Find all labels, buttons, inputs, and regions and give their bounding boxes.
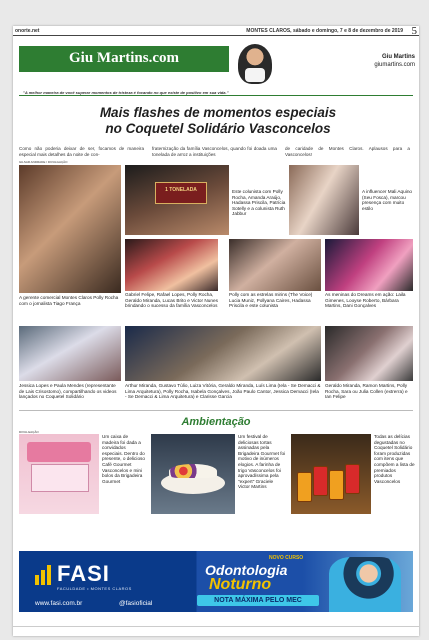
photo-gift-box xyxy=(19,434,99,514)
ambientacao-caption-1: Um caixa de madeira foi dada a convidados especiais. Dentro do presente, o delicioso Café Gourmet Vasconcelos e mini bolos da Brigadeira Gourmet xyxy=(102,434,145,484)
ad-faculty: FACULDADE • MONTES CLAROS xyxy=(57,586,132,591)
gift-box-body xyxy=(31,464,89,492)
ad-new-course: NOVO CURSO xyxy=(269,555,304,561)
newspaper-page xyxy=(13,26,419,636)
column-banner xyxy=(19,46,229,72)
ad-mec-text: NOTA MÁXIMA PELO MEC xyxy=(214,597,302,604)
photo-products xyxy=(291,434,371,514)
donation-sign xyxy=(155,182,207,204)
page-header xyxy=(13,26,419,36)
columnist-credit xyxy=(374,53,415,69)
ambientacao-credit: DIVULGAÇÃO xyxy=(19,430,39,434)
ad-mec-bar xyxy=(197,595,319,606)
photo-polly-tiago xyxy=(19,165,121,293)
bottom-rule xyxy=(13,626,419,627)
product-jar xyxy=(345,464,360,494)
caption-3: A influencer Mali Aquino (Seu Fosca), marcou presença com muito estilo xyxy=(362,189,413,211)
banner-title: Giu Martins.com xyxy=(69,50,179,66)
fasi-advertisement[interactable] xyxy=(19,551,413,612)
ad-student-photo xyxy=(329,557,401,612)
product-jar xyxy=(297,472,312,502)
product-jar xyxy=(313,466,328,496)
photo-brinde xyxy=(125,239,218,291)
caption-2: Este colunista com Polly Rocha, Amanda Araújo, Hadassa Priscila, Patrícia Sotelly e a colunista Ruth Jabbur xyxy=(232,189,286,217)
photo-influencer xyxy=(289,165,359,235)
column-quote: "A melhor maneira de você superar momentos de tristeza é focando no que existe de positivo em sua vida." xyxy=(23,90,229,95)
section-rule xyxy=(19,410,413,411)
headline xyxy=(63,105,373,137)
page-number: 5 xyxy=(411,26,417,37)
cake-top xyxy=(169,464,217,478)
photo-geraldo-ramon xyxy=(325,326,413,381)
headline-line-2: no Coquetel Solidário Vasconcelos xyxy=(105,121,331,136)
caption-5: Polly com as estrelas mirins (The Voice) Lucia Muniz, Pollyana Caires, Hadassa Priscila e este colunista xyxy=(229,292,313,309)
gift-box-lid xyxy=(27,442,91,462)
caption-8: Arthur Miranda, Gustavo Túlio, Luiza Vitória, Geraldo Miranda, Luís Lima (Iela - Se Demacci & Lima Arquitetura), Polly Rocha, Isabela Gonçalves, João Paulo Cantor, Jessica Demacci (Iela - Se Demacci & Lima Arquitetura) e Clarisse Garcia xyxy=(125,383,321,400)
ambientacao-heading: Ambientação xyxy=(181,416,251,428)
photo-cake xyxy=(151,434,235,514)
photo-jessica-paula xyxy=(19,326,121,381)
photo-dreams xyxy=(325,239,413,291)
photo-group-tonelada xyxy=(125,165,229,235)
caption-4: Gabriel Felipe, Rafael Lopes, Polly Rocha, Geraldo Miranda, Lucas Brito e Victor Nunes brindando o sucesso da família Vasconcelos xyxy=(125,292,218,309)
donation-sign-text: 1 TONELADA xyxy=(165,187,197,193)
ambientacao-caption-2: Um festival de deliciosas tortas assinadas pela Brigadeira Gourmet foi motivo de inúmeros elogios. A farinha de trigo Vasconcelos foi aprovadíssima pela "expert" Graciele Victor Martins xyxy=(238,434,286,490)
ad-instagram[interactable]: @fasioficial xyxy=(119,600,153,607)
intro-col-3: de caridade de Montes Claros. Aplausos para a Vasconcelos! xyxy=(285,146,410,157)
ambientacao-caption-3: Todas as delícias degustadas no Coquetel Solidário foram produzidas com itens que compõem a lista de premiados produtos Vasconcelos xyxy=(374,434,415,484)
quote-rule xyxy=(19,95,413,96)
headline-line-1: Mais flashes de momentos especiais xyxy=(99,105,337,120)
issue-date: MONTES CLAROS, sábado e domingo, 7 e 8 de dezembro de 2019 xyxy=(246,28,403,34)
ad-course-line-1: Odontologia xyxy=(205,562,288,578)
intro-col-1: Como não poderia deixar de ser, focamos de maneira especial mais detalhes da noite de con- xyxy=(19,146,144,157)
ad-website[interactable]: www.fasi.com.br xyxy=(35,600,83,607)
site-name: onorte.net xyxy=(15,28,40,34)
header-rule xyxy=(13,35,419,36)
ad-course-line-2: Noturno xyxy=(209,576,272,593)
product-jar xyxy=(329,470,344,500)
photo-credit: GILSAR ANDRADE / DIVULGAÇÃO xyxy=(19,160,68,164)
caption-6: As meninas do Dreams em ação: Laila Gimenes, Looyse Roberto, Bárbara Martins, Dani Gonçalves xyxy=(325,292,406,309)
ad-brand: FASI xyxy=(57,561,110,586)
caption-7: Jessica Lopes e Paula Mendes (representante de Lais Crisostomo), compartilhando os videos lançados no Coquetel Solidário xyxy=(19,383,117,400)
columnist-name: Giu Martins xyxy=(381,54,415,60)
columnist-avatar xyxy=(238,44,272,84)
intro-col-2: fraternização da família Vasconcelos, quando foi doada uma tonelada de arroz a instituições xyxy=(152,146,277,157)
fasi-logo-icon xyxy=(35,565,51,585)
columnist-handle: giumartins.com xyxy=(374,62,415,68)
caption-1: A gerente comercial Montes Claros Polly Rocha com o jornalista Tiago França xyxy=(19,295,119,306)
caption-9: Geraldo Miranda, Ramon Martins, Polly Rocha, Sara ou Julia Collen (extrerra) e Ian Felipe xyxy=(325,383,408,400)
photo-grande-grupo xyxy=(125,326,321,381)
photo-estrelas-mirins xyxy=(229,239,321,291)
